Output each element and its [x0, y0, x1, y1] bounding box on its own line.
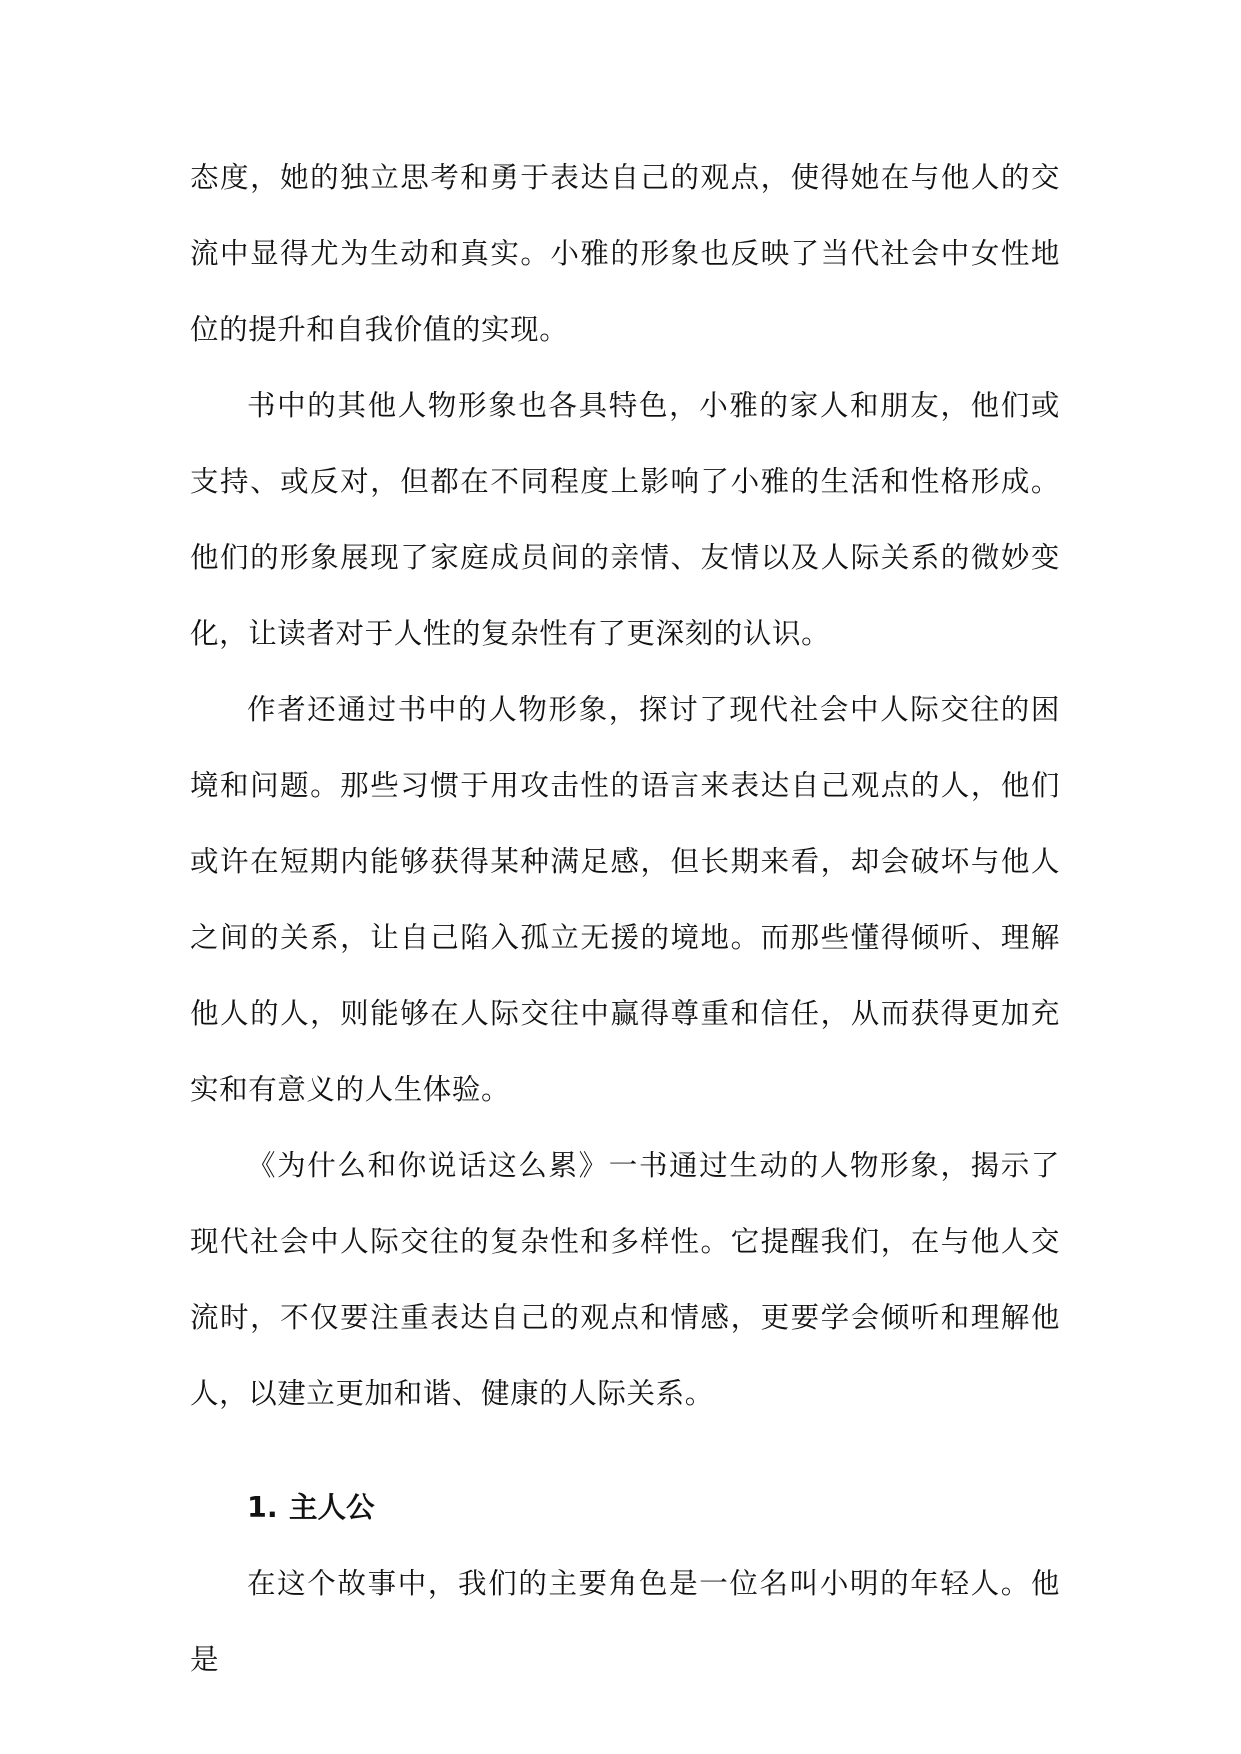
section-number: 1. — [247, 1491, 278, 1524]
paragraph-4: 《为什么和你说话这么累》一书通过生动的人物形象，揭示了现代社会中人际交往的复杂性和多样性。它提醒我们，在与他人交流时，不仅要注重表达自己的观点和情感，更要学会倾听和理解他人，以建立更加和谐、健康的人际关系。 — [190, 1149, 1060, 1410]
paragraph-2: 书中的其他人物形象也各具特色，小雅的家人和朋友，他们或支持、或反对，但都在不同程度上影响了小雅的生活和性格形成。他们的形象展现了家庭成员间的亲情、友情以及人际关系的微妙变化，让读者对于人性的复杂性有了更深刻的认识。 — [190, 389, 1060, 650]
section-heading — [190, 1470, 1060, 1546]
section-title: 主人公 — [289, 1491, 375, 1524]
paragraph-1: 态度，她的独立思考和勇于表达自己的观点，使得她在与他人的交流中显得尤为生动和真实。小雅的形象也反映了当代社会中女性地位的提升和自我价值的实现。 — [190, 161, 1060, 346]
paragraph-3: 作者还通过书中的人物形象，探讨了现代社会中人际交往的困境和问题。那些习惯于用攻击性的语言来表达自己观点的人，他们或许在短期内能够获得某种满足感，但长期来看，却会破坏与他人之间的关系，让自己陷入孤立无援的境地。而那些懂得倾听、理解他人的人，则能够在人际交往中赢得尊重和信任，从而获得更加充实和有意义的人生体验。 — [190, 693, 1060, 1106]
paragraph-5: 在这个故事中，我们的主要角色是一位名叫小明的年轻人。他是 — [190, 1567, 1060, 1676]
document-page — [190, 140, 1060, 1698]
